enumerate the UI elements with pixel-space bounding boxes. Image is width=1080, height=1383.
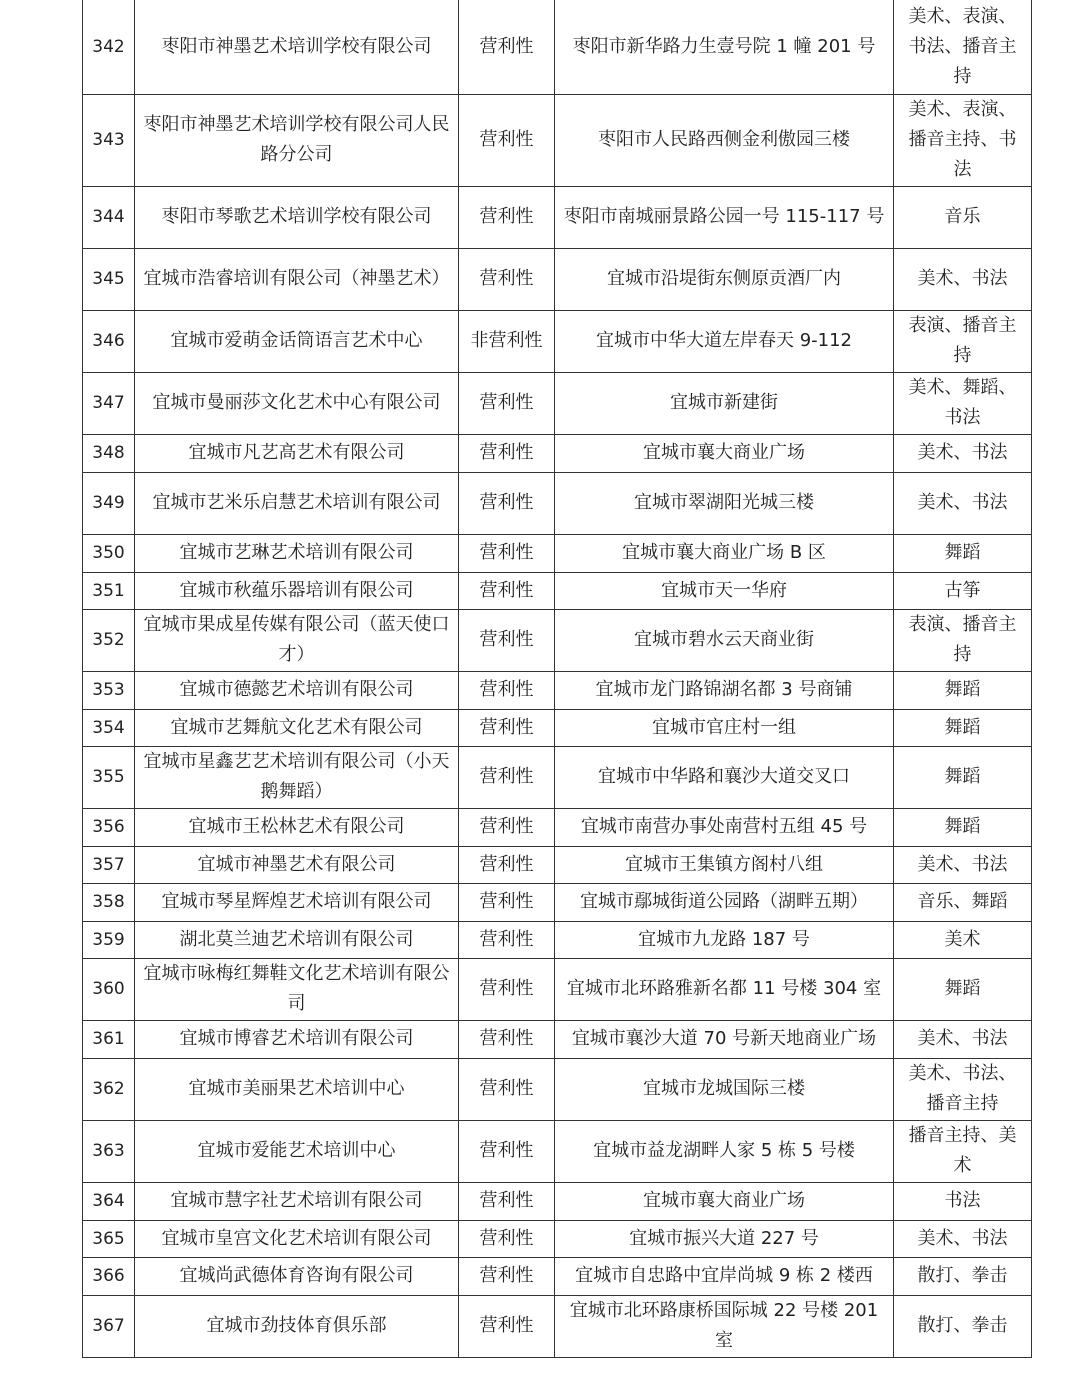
institutions-table: [82, 0, 1032, 1358]
cell-address: 宜城市龙门路锦湖名都 3 号商铺: [555, 671, 894, 709]
cell-institution-name: 宜城尚武德体育咨询有限公司: [135, 1257, 459, 1295]
cell-subjects: 舞蹈: [894, 958, 1032, 1020]
cell-institution-name: 宜城市劲技体育俱乐部: [135, 1295, 459, 1357]
cell-nature: 营利性: [459, 1220, 555, 1257]
cell-subjects: 美术、书法: [894, 472, 1032, 534]
cell-nature: 营利性: [459, 434, 555, 472]
table-row: [83, 1257, 1032, 1295]
table-row: [83, 1220, 1032, 1257]
cell-subjects: 美术、书法: [894, 1020, 1032, 1058]
table-row: [83, 746, 1032, 808]
cell-address: 宜城市振兴大道 227 号: [555, 1220, 894, 1257]
cell-address: 宜城市北环路雅新名都 11 号楼 304 室: [555, 958, 894, 1020]
cell-subjects: 舞蹈: [894, 534, 1032, 572]
cell-subjects: 美术、书法: [894, 1220, 1032, 1257]
cell-number: 364: [83, 1182, 135, 1220]
cell-nature: 营利性: [459, 709, 555, 746]
cell-subjects: 美术、书法: [894, 434, 1032, 472]
cell-number: 358: [83, 883, 135, 921]
cell-address: 宜城市中华大道左岸春天 9-112: [555, 310, 894, 372]
cell-subjects: 散打、拳击: [894, 1257, 1032, 1295]
cell-institution-name: 宜城市琴星辉煌艺术培训有限公司: [135, 883, 459, 921]
cell-number: 353: [83, 671, 135, 709]
cell-number: 365: [83, 1220, 135, 1257]
cell-number: 361: [83, 1020, 135, 1058]
table-row: [83, 534, 1032, 572]
cell-institution-name: 宜城市秋蕴乐器培训有限公司: [135, 572, 459, 609]
cell-address: 枣阳市南城丽景路公园一号 115-117 号: [555, 186, 894, 248]
cell-number: 342: [83, 0, 135, 94]
cell-address: 宜城市鄢城街道公园路（湖畔五期）: [555, 883, 894, 921]
cell-subjects: 音乐: [894, 186, 1032, 248]
cell-number: 350: [83, 534, 135, 572]
cell-institution-name: 宜城市美丽果艺术培训中心: [135, 1058, 459, 1120]
cell-nature: 营利性: [459, 883, 555, 921]
table-row: [83, 883, 1032, 921]
cell-number: 355: [83, 746, 135, 808]
cell-address: 宜城市益龙湖畔人家 5 栋 5 号楼: [555, 1120, 894, 1182]
cell-nature: 营利性: [459, 1020, 555, 1058]
cell-subjects: 美术、书法: [894, 846, 1032, 883]
cell-nature: 营利性: [459, 1120, 555, 1182]
cell-address: 宜城市碧水云天商业街: [555, 609, 894, 671]
table-row: [83, 1182, 1032, 1220]
table-row: [83, 248, 1032, 310]
table-row: [83, 186, 1032, 248]
cell-institution-name: 宜城市艺米乐启慧艺术培训有限公司: [135, 472, 459, 534]
table-row: [83, 1295, 1032, 1357]
cell-nature: 营利性: [459, 248, 555, 310]
cell-institution-name: 宜城市凡艺高艺术有限公司: [135, 434, 459, 472]
cell-subjects: 音乐、舞蹈: [894, 883, 1032, 921]
cell-address: 宜城市南营办事处南营村五组 45 号: [555, 808, 894, 846]
cell-nature: 营利性: [459, 0, 555, 94]
table-body: [83, 0, 1032, 1357]
table-row: [83, 671, 1032, 709]
table-row: [83, 1120, 1032, 1182]
cell-institution-name: 宜城市王松林艺术有限公司: [135, 808, 459, 846]
cell-subjects: 舞蹈: [894, 709, 1032, 746]
table-row: [83, 846, 1032, 883]
cell-subjects: 表演、播音主持: [894, 609, 1032, 671]
cell-number: 351: [83, 572, 135, 609]
cell-address: 宜城市沿堤街东侧原贡酒厂内: [555, 248, 894, 310]
cell-number: 346: [83, 310, 135, 372]
table-row: [83, 1020, 1032, 1058]
cell-nature: 营利性: [459, 958, 555, 1020]
cell-institution-name: 宜城市博睿艺术培训有限公司: [135, 1020, 459, 1058]
cell-institution-name: 宜城市星鑫艺艺术培训有限公司（小天鹅舞蹈）: [135, 746, 459, 808]
cell-number: 362: [83, 1058, 135, 1120]
table-row: [83, 921, 1032, 958]
cell-number: 359: [83, 921, 135, 958]
table-row: [83, 609, 1032, 671]
cell-number: 345: [83, 248, 135, 310]
cell-address: 宜城市自忠路中宜岸尚城 9 栋 2 楼西: [555, 1257, 894, 1295]
cell-nature: 营利性: [459, 572, 555, 609]
table-row: [83, 1058, 1032, 1120]
table-row: [83, 434, 1032, 472]
cell-address: 宜城市襄大商业广场: [555, 434, 894, 472]
cell-number: 367: [83, 1295, 135, 1357]
cell-number: 352: [83, 609, 135, 671]
cell-subjects: 播音主持、美术: [894, 1120, 1032, 1182]
cell-address: 宜城市襄大商业广场: [555, 1182, 894, 1220]
table-row: [83, 808, 1032, 846]
cell-address: 宜城市龙城国际三楼: [555, 1058, 894, 1120]
cell-nature: 非营利性: [459, 310, 555, 372]
cell-address: 宜城市天一华府: [555, 572, 894, 609]
table-row: [83, 310, 1032, 372]
cell-institution-name: 宜城市德懿艺术培训有限公司: [135, 671, 459, 709]
cell-nature: 营利性: [459, 472, 555, 534]
cell-nature: 营利性: [459, 372, 555, 434]
cell-institution-name: 宜城市神墨艺术有限公司: [135, 846, 459, 883]
cell-institution-name: 宜城市果成星传媒有限公司（蓝天使口才）: [135, 609, 459, 671]
cell-institution-name: 宜城市爱萌金话筒语言艺术中心: [135, 310, 459, 372]
cell-number: 349: [83, 472, 135, 534]
cell-nature: 营利性: [459, 746, 555, 808]
cell-institution-name: 枣阳市神墨艺术培训学校有限公司: [135, 0, 459, 94]
cell-address: 枣阳市人民路西侧金利傲园三楼: [555, 94, 894, 186]
table-row: [83, 372, 1032, 434]
cell-subjects: 表演、播音主持: [894, 310, 1032, 372]
table-row: [83, 709, 1032, 746]
cell-number: 363: [83, 1120, 135, 1182]
cell-address: 枣阳市新华路力生壹号院 1 幢 201 号: [555, 0, 894, 94]
cell-number: 356: [83, 808, 135, 846]
cell-institution-name: 枣阳市神墨艺术培训学校有限公司人民路分公司: [135, 94, 459, 186]
cell-subjects: 散打、拳击: [894, 1295, 1032, 1357]
table-row: [83, 94, 1032, 186]
cell-nature: 营利性: [459, 808, 555, 846]
cell-nature: 营利性: [459, 1058, 555, 1120]
cell-address: 宜城市王集镇方阁村八组: [555, 846, 894, 883]
cell-address: 宜城市北环路康桥国际城 22 号楼 201 室: [555, 1295, 894, 1357]
cell-subjects: 美术、表演、播音主持、书法: [894, 94, 1032, 186]
cell-institution-name: 宜城市皇宫文化艺术培训有限公司: [135, 1220, 459, 1257]
cell-number: 348: [83, 434, 135, 472]
cell-number: 344: [83, 186, 135, 248]
cell-address: 宜城市官庄村一组: [555, 709, 894, 746]
cell-subjects: 美术、书法: [894, 248, 1032, 310]
cell-institution-name: 宜城市爱能艺术培训中心: [135, 1120, 459, 1182]
cell-nature: 营利性: [459, 671, 555, 709]
cell-institution-name: 宜城市浩睿培训有限公司（神墨艺术）: [135, 248, 459, 310]
cell-number: 366: [83, 1257, 135, 1295]
cell-address: 宜城市翠湖阳光城三楼: [555, 472, 894, 534]
cell-nature: 营利性: [459, 534, 555, 572]
cell-number: 360: [83, 958, 135, 1020]
cell-subjects: 美术、书法、播音主持: [894, 1058, 1032, 1120]
table-row: [83, 958, 1032, 1020]
table-row: [83, 0, 1032, 94]
table-row: [83, 572, 1032, 609]
cell-number: 343: [83, 94, 135, 186]
cell-address: 宜城市襄大商业广场 B 区: [555, 534, 894, 572]
cell-institution-name: 宜城市艺琳艺术培训有限公司: [135, 534, 459, 572]
cell-subjects: 舞蹈: [894, 746, 1032, 808]
cell-subjects: 美术、舞蹈、书法: [894, 372, 1032, 434]
cell-institution-name: 枣阳市琴歌艺术培训学校有限公司: [135, 186, 459, 248]
cell-nature: 营利性: [459, 921, 555, 958]
cell-institution-name: 湖北莫兰迪艺术培训有限公司: [135, 921, 459, 958]
cell-nature: 营利性: [459, 846, 555, 883]
cell-nature: 营利性: [459, 186, 555, 248]
cell-subjects: 舞蹈: [894, 671, 1032, 709]
cell-subjects: 美术: [894, 921, 1032, 958]
cell-address: 宜城市新建街: [555, 372, 894, 434]
cell-institution-name: 宜城市艺舞航文化艺术有限公司: [135, 709, 459, 746]
cell-subjects: 古筝: [894, 572, 1032, 609]
cell-number: 347: [83, 372, 135, 434]
cell-address: 宜城市中华路和襄沙大道交叉口: [555, 746, 894, 808]
cell-institution-name: 宜城市曼丽莎文化艺术中心有限公司: [135, 372, 459, 434]
cell-address: 宜城市九龙路 187 号: [555, 921, 894, 958]
cell-number: 357: [83, 846, 135, 883]
cell-address: 宜城市襄沙大道 70 号新天地商业广场: [555, 1020, 894, 1058]
table-row: [83, 472, 1032, 534]
cell-number: 354: [83, 709, 135, 746]
cell-nature: 营利性: [459, 94, 555, 186]
cell-institution-name: 宜城市咏梅红舞鞋文化艺术培训有限公司: [135, 958, 459, 1020]
cell-nature: 营利性: [459, 609, 555, 671]
cell-subjects: 舞蹈: [894, 808, 1032, 846]
cell-institution-name: 宜城市慧字社艺术培训有限公司: [135, 1182, 459, 1220]
cell-subjects: 书法: [894, 1182, 1032, 1220]
cell-subjects: 美术、表演、书法、播音主持: [894, 0, 1032, 94]
cell-nature: 营利性: [459, 1295, 555, 1357]
cell-nature: 营利性: [459, 1182, 555, 1220]
cell-nature: 营利性: [459, 1257, 555, 1295]
